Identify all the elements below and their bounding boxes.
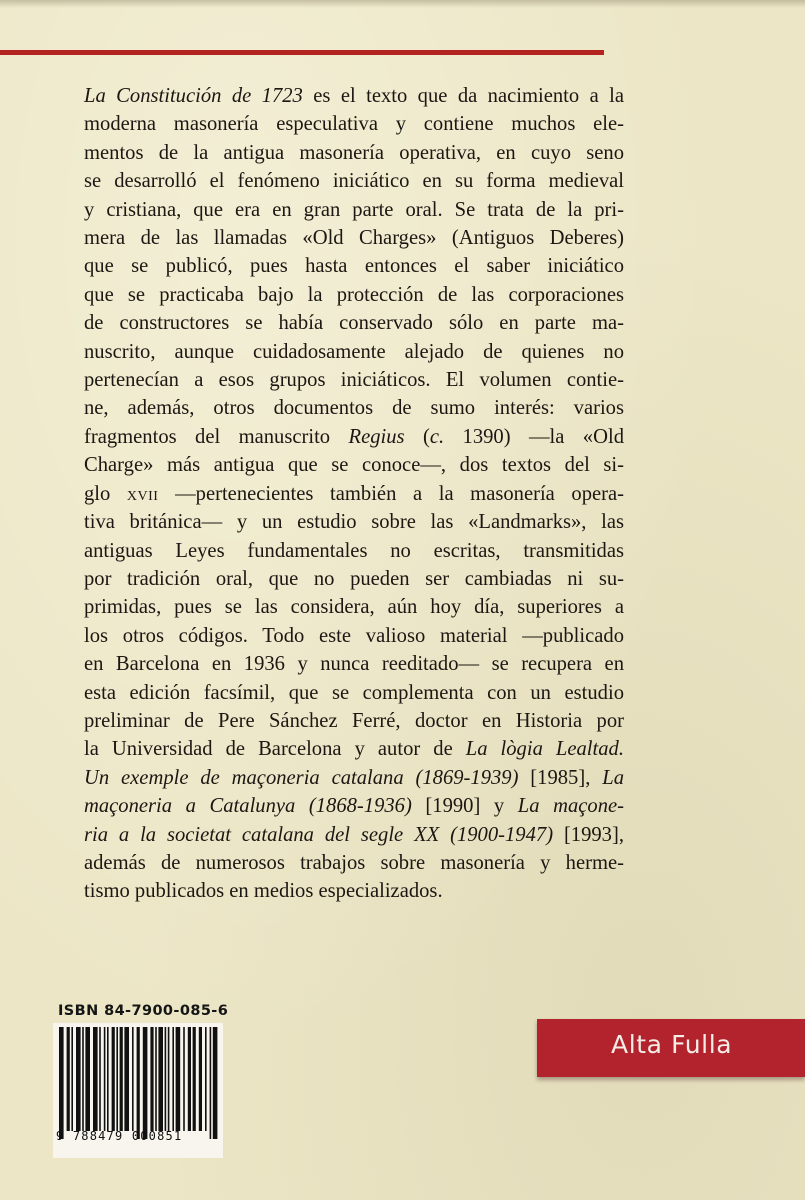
barcode-bar (107, 1027, 109, 1131)
blurb-text: antiguas Leyes fundamentales no escritas, transmitidas (84, 539, 624, 562)
blurb-line (84, 82, 624, 110)
blurb-line (84, 565, 624, 593)
blurb-line (84, 394, 624, 422)
publisher-band (537, 1019, 805, 1077)
blurb-line (84, 792, 624, 820)
blurb-text: esta edición facsímil, que se complementa con un estudio (84, 681, 624, 704)
barcode-bar (124, 1027, 129, 1131)
barcode-bar (99, 1027, 101, 1131)
italic-title: La Constitución de 1723 (84, 85, 303, 107)
barcode-bar (168, 1027, 170, 1131)
barcode-bar (193, 1027, 196, 1131)
blurb-line (84, 821, 624, 849)
blurb-line (84, 423, 624, 451)
italic-title: La (602, 766, 624, 789)
blurb-line (84, 252, 624, 280)
italic-title: La maçone- (517, 795, 624, 818)
italic-title: ria a la societat catalana del segle XX (1900-1947) (84, 823, 554, 846)
barcode-bar (116, 1027, 118, 1131)
blurb-text: ne, además, otros documentos de sumo interés: varios (84, 397, 624, 420)
barcode-bar (104, 1027, 106, 1131)
blurb-text: tismo publicados en medios especializados. (84, 880, 443, 903)
blurb-line (84, 196, 624, 224)
italic-title: La lògia Lealtad. (465, 738, 624, 761)
barcode-bar (210, 1027, 212, 1139)
barcode-bar (85, 1027, 90, 1131)
blurb-line (84, 877, 624, 905)
italic-title: c. (429, 425, 445, 448)
blurb-text: además de numerosos trabajos sobre masonería y herme- (84, 851, 624, 874)
blurb-line (84, 366, 624, 394)
barcode-bar (172, 1027, 174, 1131)
blurb-text: nuscrito, aunque cuidadosamente alejado de quienes no (84, 340, 624, 363)
blurb-text: moderna masonería especulativa y contiene muchos ele- (84, 113, 624, 136)
barcode-digits: 9 788479 000851 (56, 1129, 183, 1143)
italic-title: maçoneria a Catalunya (1868-1936) (84, 795, 412, 818)
blurb-text: fragmentos del manuscrito (84, 425, 349, 448)
barcode-bar (76, 1027, 81, 1131)
blurb-line (84, 139, 624, 167)
barcode-bar (158, 1027, 163, 1131)
barcode-bar (82, 1027, 84, 1131)
barcode-bar (120, 1027, 123, 1131)
blurb-line (84, 537, 624, 565)
blurb-text: tiva británica— y un estudio sobre las «Landmarks», las (84, 511, 624, 534)
barcode-bar (132, 1027, 134, 1131)
barcode-bar (205, 1027, 207, 1131)
blurb-line (84, 622, 624, 650)
blurb-line (84, 338, 624, 366)
barcode-bar (150, 1027, 153, 1131)
barcode-bar (93, 1027, 98, 1131)
blurb-text: preliminar de Pere Sánchez Ferré, doctor en Historia por (84, 709, 624, 732)
blurb-text: [1990] y (411, 795, 518, 818)
blurb-line (84, 650, 624, 678)
barcode-bar (143, 1027, 148, 1139)
isbn-label: ISBN 84-7900-085-6 (58, 1003, 229, 1019)
barcode-bar (165, 1027, 167, 1131)
blurb-text: por tradición oral, que no pueden ser cambiadas ni su- (84, 567, 624, 590)
blurb-text: que se practicaba bajo la protección de las corporaciones (84, 283, 624, 306)
blurb-text: se desarrolló el fenómeno iniciático en su forma medieval (84, 170, 624, 193)
blurb-text: —pertenecientes también a la masonería opera- (158, 482, 624, 505)
italic-title: Regius (348, 425, 405, 448)
barcode-bar (71, 1027, 73, 1131)
blurb-text: mera de las llamadas «Old Charges» (Antiguos Deberes) (84, 227, 624, 250)
barcode-bar (188, 1027, 191, 1131)
blurb-line (84, 167, 624, 195)
barcode-bar (137, 1027, 140, 1139)
blurb-text: mentos de la antigua masonería operativa, en cuyo seno (84, 141, 624, 164)
barcode-bar (59, 1027, 64, 1139)
publisher-name: Alta Fulla (611, 1030, 733, 1059)
blurb-text: que se publicó, pues hasta entonces el saber iniciático (84, 255, 624, 278)
blurb-line (84, 451, 624, 479)
blurb-text: [1993], (553, 823, 624, 846)
blurb-text: 1390) —la «Old (444, 425, 624, 448)
blurb-text: la Universidad de Barcelona y autor de (84, 738, 466, 761)
barcode-bar (199, 1027, 202, 1131)
blurb-line (84, 110, 624, 138)
blurb-line (84, 224, 624, 252)
blurb-line (84, 849, 624, 877)
blurb-line (84, 679, 624, 707)
blurb-text: Charge» más antigua que se conoce—, dos textos del si- (84, 454, 624, 477)
barcode-bar (155, 1027, 157, 1131)
back-cover-blurb (84, 82, 624, 906)
blurb-line (84, 281, 624, 309)
decorative-red-rule (0, 50, 604, 55)
roman-numeral: xvii (126, 482, 159, 505)
barcode-bar (176, 1027, 181, 1131)
blurb-line (84, 480, 624, 508)
blurb-line (84, 508, 624, 536)
barcode-bar (112, 1027, 115, 1131)
blurb-text: de constructores se había conservado sólo en parte ma- (84, 312, 624, 335)
blurb-line (84, 735, 624, 763)
blurb-text: en Barcelona en 1936 y nunca reeditado— se recupera en (84, 653, 624, 676)
blurb-text: [1985], (518, 766, 603, 789)
blurb-text: ( (404, 425, 430, 448)
blurb-text: glo (84, 482, 127, 505)
blurb-text: primidas, pues se las considera, aún hoy día, superiores a (84, 596, 624, 619)
blurb-text: pertenecían a esos grupos iniciáticos. El volumen contie- (84, 369, 624, 392)
italic-title: Un exemple de maçoneria catalana (1869-1939) (84, 766, 519, 789)
top-edge-shadow (0, 0, 805, 8)
blurb-line (84, 309, 624, 337)
barcode-bar (213, 1027, 218, 1139)
blurb-line (84, 707, 624, 735)
blurb-text: es el texto que da nacimiento a la (302, 85, 624, 107)
blurb-text: y cristiana, que era en gran parte oral. Se trata de la pri- (84, 198, 624, 221)
barcode-bar (67, 1027, 70, 1131)
blurb-text: los otros códigos. Todo este valioso material —publicado (84, 624, 624, 647)
blurb-line (84, 593, 624, 621)
barcode-bar (183, 1027, 185, 1131)
blurb-line (84, 764, 624, 792)
